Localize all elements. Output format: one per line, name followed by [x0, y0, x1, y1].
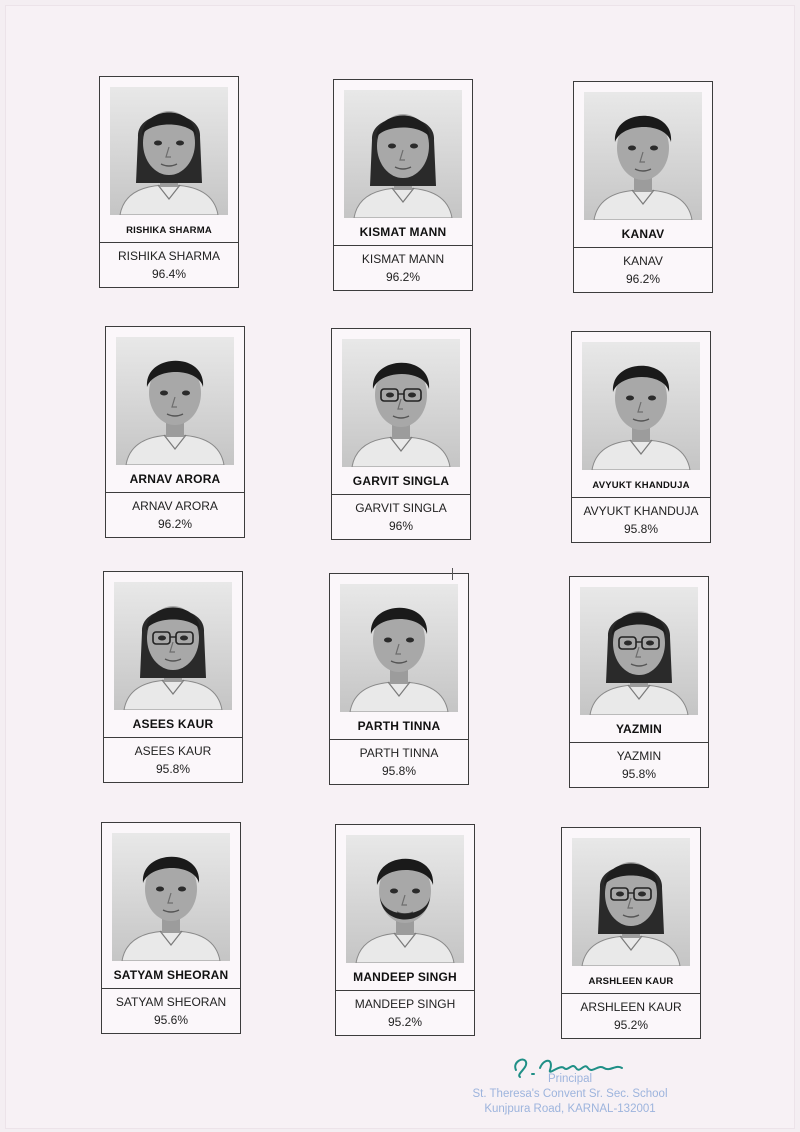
student-info [562, 993, 700, 1038]
photo-caption: KISMAT MANN [359, 225, 447, 239]
student-name: PARTH TINNA [359, 745, 439, 760]
student-info [334, 245, 472, 290]
student-photo [344, 90, 462, 218]
photo-frame [100, 77, 238, 243]
photo-frame [570, 577, 708, 743]
portrait-illustration [116, 337, 234, 465]
photo-caption: MANDEEP SINGH [353, 970, 457, 984]
student-card [573, 81, 713, 293]
student-score: 96.2% [385, 269, 421, 284]
photo-caption: RISHIKA SHARMA [126, 225, 212, 236]
student-info [100, 242, 238, 287]
photo-frame [562, 828, 700, 994]
student-photo [584, 92, 702, 220]
student-score: 96.4% [151, 266, 187, 281]
portrait-illustration [572, 838, 690, 966]
student-info [574, 247, 712, 292]
portrait-illustration [114, 582, 232, 710]
stamp-title: Principal [547, 1073, 593, 1085]
portrait-illustration [584, 92, 702, 220]
student-name: SATYAM SHEORAN [115, 994, 227, 1009]
student-photo [582, 342, 700, 470]
student-info [102, 988, 240, 1033]
portrait-illustration [344, 90, 462, 218]
photo-frame [572, 332, 710, 498]
student-card [103, 571, 243, 783]
student-card [101, 822, 241, 1034]
student-card [571, 331, 711, 543]
photo-caption: AVYUKT KHANDUJA [592, 480, 690, 491]
student-card [99, 76, 239, 288]
photo-caption: YAZMIN [615, 722, 663, 736]
photo-caption: ARSHLEEN KAUR [588, 976, 674, 987]
photo-frame [336, 825, 474, 991]
student-photo [572, 838, 690, 966]
student-info [336, 990, 474, 1035]
student-info [572, 497, 710, 542]
student-photo [116, 337, 234, 465]
student-score: 95.6% [153, 1012, 189, 1027]
student-photo [340, 584, 458, 712]
school-stamp [420, 1072, 720, 1117]
student-name: KISMAT MANN [361, 251, 445, 266]
student-score: 95.8% [155, 761, 191, 776]
student-name: ARSHLEEN KAUR [580, 999, 682, 1014]
student-card [561, 827, 701, 1039]
photo-caption: GARVIT SINGLA [352, 474, 450, 488]
student-card [331, 328, 471, 540]
student-photo [580, 587, 698, 715]
student-info [106, 492, 244, 537]
student-card [105, 326, 245, 538]
student-name: RISHIKA SHARMA [117, 248, 221, 263]
student-name: GARVIT SINGLA [355, 500, 447, 515]
photo-frame [106, 327, 244, 493]
student-name: YAZMIN [616, 748, 662, 763]
student-card [333, 79, 473, 291]
student-name: ASEES KAUR [134, 743, 212, 758]
portrait-illustration [582, 342, 700, 470]
student-info [104, 737, 242, 782]
student-photo [342, 339, 460, 467]
photo-frame [334, 80, 472, 246]
student-name: ARNAV ARORA [132, 498, 218, 513]
photo-caption: PARTH TINNA [357, 719, 441, 733]
photo-caption: ASEES KAUR [132, 717, 214, 731]
photo-caption: ARNAV ARORA [129, 472, 221, 486]
photo-caption: SATYAM SHEORAN [113, 968, 229, 982]
portrait-illustration [110, 87, 228, 215]
photo-frame [332, 329, 470, 495]
principal-signature-block [420, 1050, 720, 1128]
portrait-illustration [340, 584, 458, 712]
student-info [570, 742, 708, 787]
stamp-school: St. Theresa's Convent Sr. Sec. School [472, 1088, 668, 1100]
portrait-illustration [346, 835, 464, 963]
student-score: 96.2% [157, 516, 193, 531]
photo-frame [102, 823, 240, 989]
photo-frame [330, 574, 468, 740]
stamp-address: Kunjpura Road, KARNAL-132001 [484, 1103, 656, 1115]
student-card [329, 573, 469, 785]
student-score: 95.8% [621, 766, 657, 781]
student-photo [346, 835, 464, 963]
portrait-illustration [112, 833, 230, 961]
student-score: 95.2% [387, 1014, 423, 1029]
student-score: 96% [388, 518, 414, 533]
scan-mark [452, 568, 453, 580]
photo-caption: KANAV [621, 227, 665, 241]
student-photo [114, 582, 232, 710]
student-name: KANAV [623, 253, 663, 268]
student-score: 96.2% [625, 271, 661, 286]
portrait-illustration [342, 339, 460, 467]
student-score: 95.8% [381, 763, 417, 778]
photo-frame [574, 82, 712, 248]
student-info [332, 494, 470, 539]
student-score: 95.8% [623, 521, 659, 536]
student-card [335, 824, 475, 1036]
student-card [569, 576, 709, 788]
student-info [330, 739, 468, 784]
portrait-illustration [580, 587, 698, 715]
student-score: 95.2% [613, 1017, 649, 1032]
photo-frame [104, 572, 242, 738]
student-photo [110, 87, 228, 215]
student-name: AVYUKT KHANDUJA [583, 503, 699, 518]
student-name: MANDEEP SINGH [354, 996, 456, 1011]
student-photo [112, 833, 230, 961]
